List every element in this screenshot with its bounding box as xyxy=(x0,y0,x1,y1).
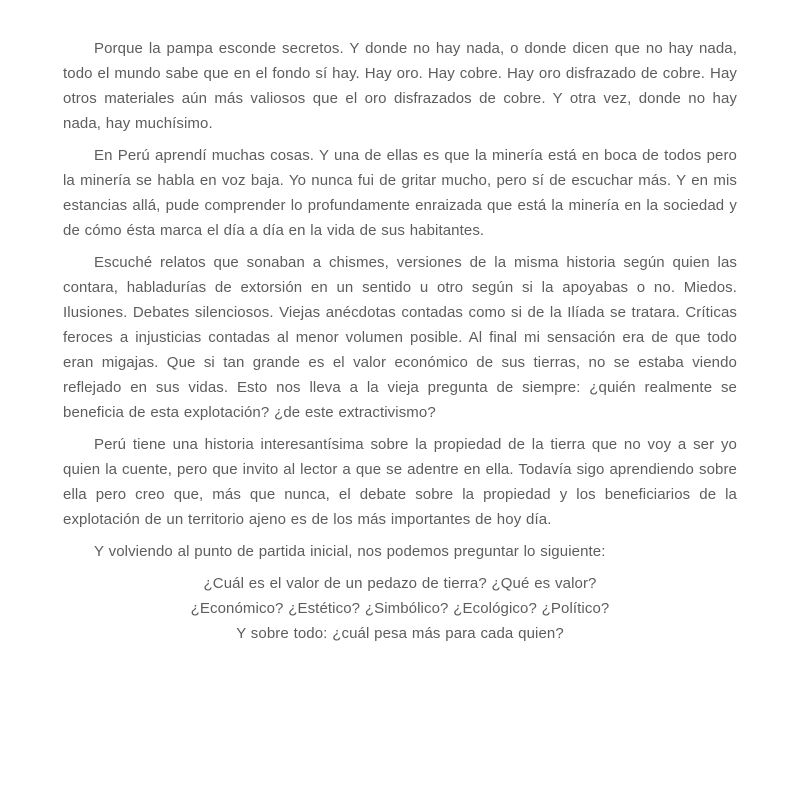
body-paragraph: Escuché relatos que sonaban a chismes, versiones de la misma historia según quien las contara, habladurías de extorsión en un sentido u otro según si la apoyabas o no. Miedos. Ilusiones. Debates silenciosos. Viejas anécdotas contadas como si de la Ilíada se tratara. Críticas feroces a injusticias contadas al menor volumen posible. Al final mi sensación era de que todo eran migajas. Que si tan grande es el valor económico de sus tierras, no se estaba viendo reflejado en sus vidas. Esto nos lleva a la vieja pregunta de siempre: ¿quién realmente se beneficia de esta explotación? ¿de este extractivismo? xyxy=(63,254,737,421)
body-paragraph: Perú tiene una historia interesantísima sobre la propiedad de la tierra que no voy a ser yo quien la cuente, pero que invito al lector a que se adentre en ella. Todavía sigo aprendiendo sobre ella pero creo que, más que nunca, el debate sobre la propiedad y los beneficiarios de la explotación de un territorio ajeno es de los más importantes de hoy día. xyxy=(63,436,737,528)
document-body xyxy=(63,36,737,646)
body-paragraph: Porque la pampa esconde secretos. Y donde no hay nada, o donde dicen que no hay nada, todo el mundo sabe que en el fondo sí hay. Hay oro. Hay cobre. Hay oro disfrazado de cobre. Hay otros materiales aún más valiosos que el oro disfrazados de cobre. Y otra vez, donde no hay nada, hay muchísimo. xyxy=(63,40,737,132)
body-paragraph-lead-in: Y volviendo al punto de partida inicial, nos podemos preguntar lo siguiente: xyxy=(94,543,606,560)
question-line: ¿Cuál es el valor de un pedazo de tierra? ¿Qué es valor? xyxy=(203,575,597,592)
question-line: Y sobre todo: ¿cuál pesa más para cada quien? xyxy=(236,625,564,642)
question-line: ¿Económico? ¿Estético? ¿Simbólico? ¿Ecológico? ¿Político? xyxy=(190,600,610,617)
centered-questions-block xyxy=(63,571,737,646)
body-paragraph: En Perú aprendí muchas cosas. Y una de ellas es que la minería está en boca de todos pero la minería se habla en voz baja. Yo nunca fui de gritar mucho, pero sí de escuchar más. Y en mis estancias allá, pude comprender lo profundamente enraizada que está la minería en la sociedad y de cómo ésta marca el día a día en la vida de sus habitantes. xyxy=(63,147,737,239)
